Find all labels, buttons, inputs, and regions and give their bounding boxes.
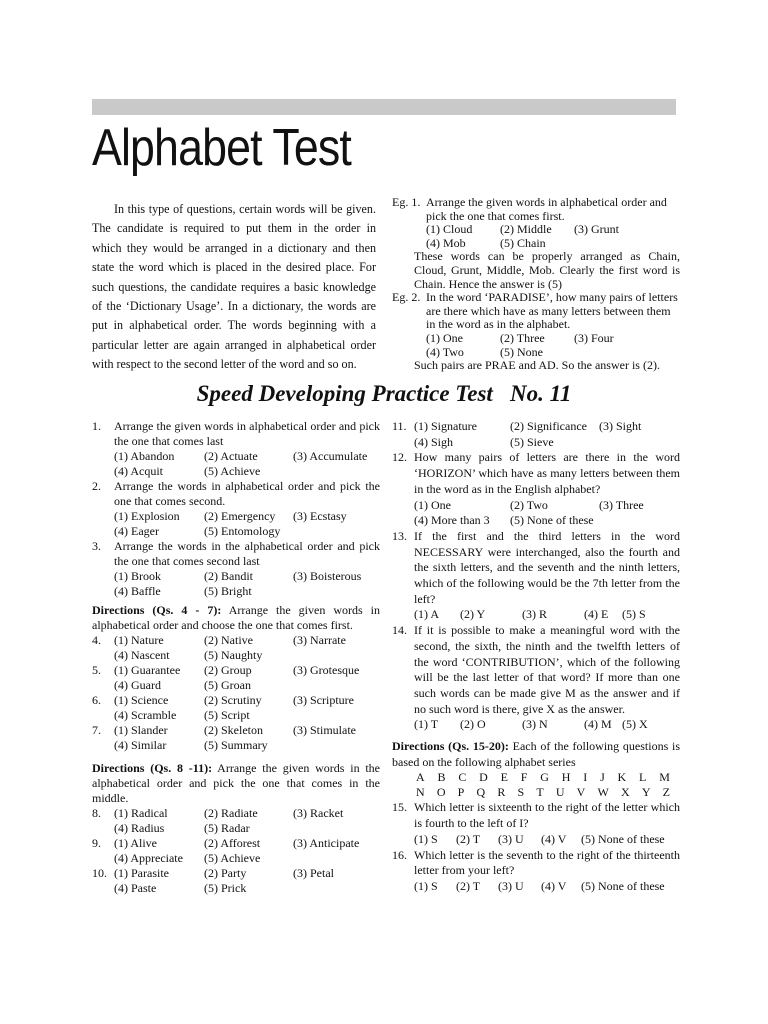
option: (3) Accumulate	[293, 449, 368, 463]
question-7	[92, 723, 380, 753]
option: (4) M	[584, 717, 612, 732]
question-number: 9.	[92, 836, 101, 850]
left-column	[92, 419, 380, 896]
alphabet-letter: F	[520, 770, 528, 785]
example-2-options-row2	[426, 346, 680, 360]
question-15	[392, 800, 680, 847]
option: (2) Skeleton	[204, 723, 263, 737]
alphabet-letter: Y	[641, 785, 651, 800]
alphabet-letter: M	[659, 770, 670, 785]
option: (1) Nature	[114, 633, 164, 647]
option: (5) Achieve	[204, 464, 261, 478]
directions-label: Directions (Qs. 4 - 7):	[92, 603, 222, 617]
option: (4) Two	[426, 344, 464, 359]
alphabet-letter: I	[583, 770, 588, 785]
question-text: Arrange the given words in alphabetical order and pick the one that comes last	[114, 419, 380, 448]
option: (1) One	[414, 497, 451, 512]
alphabet-letter: V	[576, 785, 586, 800]
option: (4) Scramble	[114, 708, 177, 722]
option: (5) Chain	[500, 235, 546, 250]
option: (2) Bandit	[204, 569, 253, 583]
directions-label: Directions (Qs. 15-20):	[392, 739, 509, 754]
alphabet-letter: X	[620, 785, 630, 800]
question-4	[92, 633, 380, 663]
alphabet-row-1	[392, 770, 680, 785]
example-2-question: In the word ‘PARADISE’, how many pairs of letters are there which have as many letters between them in the word as in the alphabet.	[426, 290, 678, 332]
examples-block	[392, 196, 680, 373]
directions-text: Arrange the given words in alphabetical order and choose the one that comes first.	[92, 603, 380, 632]
question-number: 4.	[92, 633, 101, 647]
option: (5) None	[500, 344, 543, 359]
option: (2) Afforest	[204, 836, 261, 850]
right-column	[392, 419, 680, 895]
directions-label: Directions (Qs. 8 -11):	[92, 761, 213, 775]
option: (5) Naughty	[204, 648, 263, 662]
option: (3) Boisterous	[293, 569, 362, 583]
question-8	[92, 806, 380, 836]
question-number: 2.	[92, 479, 101, 493]
alphabet-letter: P	[457, 785, 465, 800]
question-text: If it is possible to make a meaningful word with the second, the sixth, the ninth and the twelfth letters of the word ‘CONTRIBUTION’, which of the following will be the last letter of that word? If more than one such words can be made give M as the answer and if no such word is there, give X as the answer.	[414, 623, 680, 716]
option: (2) Native	[204, 633, 253, 647]
option: (3) R	[522, 607, 547, 622]
option: (1) One	[426, 330, 463, 345]
option: (2) T	[456, 831, 481, 846]
question-number: 10.	[92, 866, 107, 880]
question-number: 8.	[92, 806, 101, 820]
option: (3) Sight	[599, 419, 642, 433]
alphabet-letter: W	[597, 785, 609, 800]
option: (3) Four	[574, 330, 614, 345]
alphabet-row-2	[392, 785, 680, 800]
directions-text: Arrange the given words in the alphabetical order and pick the one that comes in the middle.	[92, 761, 380, 805]
example-1-options-row2	[426, 237, 680, 251]
example-1-explanation: These words can be properly arranged as Chain, Cloud, Grunt, Middle, Mob. Clearly the first word is Chain. Hence the answer is (5)	[414, 249, 680, 291]
question-number: 11.	[392, 419, 407, 433]
question-5	[92, 663, 380, 693]
alphabet-letter: Q	[476, 785, 486, 800]
directions-4-7	[92, 603, 380, 633]
example-1-question: Arrange the given words in alphabetical order and pick the one that comes first.	[426, 195, 667, 223]
option: (2) Middle	[500, 222, 552, 237]
option: (4) V	[541, 878, 567, 893]
option: (2) Emergency	[204, 509, 276, 523]
option: (5) None of these	[510, 513, 594, 528]
question-1	[92, 419, 380, 479]
option: (4) Sigh	[414, 434, 453, 449]
question-number: 16.	[392, 847, 407, 862]
option: (1) Cloud	[426, 222, 473, 237]
directions-15-20	[392, 739, 680, 770]
option: (3) Stimulate	[293, 723, 356, 737]
question-6	[92, 693, 380, 723]
option: (2) O	[460, 717, 486, 732]
question-number: 13.	[392, 528, 407, 543]
option: (1) Science	[114, 693, 169, 707]
option: (2) Significance	[510, 419, 587, 433]
question-10	[92, 866, 380, 896]
option: (1) Radical	[114, 806, 168, 820]
option: (3) U	[498, 878, 524, 893]
intro-text: In this type of questions, certain words will be given. The candidate is required to put them in the order in which they would be arranged in a dictionary and then state the word which is placed in the desired place. For such questions, the candidate requires a basic knowledge of the ‘Dictionary Usage’. In a dictionary, the words are put in alphabetical order. The words beginning with a particular letter are again arranged in alphabetical order with respect to the second letter of the word and so on.	[92, 202, 376, 372]
question-text: Which letter is sixteenth to the right of the letter which is fourth to the left of I?	[414, 800, 680, 831]
question-13	[392, 529, 680, 623]
option: (3) U	[498, 831, 524, 846]
example-2-explanation: Such pairs are PRAE and AD. So the answer is (2).	[414, 358, 660, 373]
option: (2) Three	[500, 330, 545, 345]
example-2-label: Eg. 2.	[392, 290, 421, 305]
option: (4) Acquit	[114, 464, 163, 478]
option: (3) Scripture	[293, 693, 354, 707]
option: (4) E	[584, 607, 609, 622]
question-2	[92, 479, 380, 539]
question-text: If the first and the third letters in the word NECESSARY were interchanged, also the fourth and the sixth letters, and the seventh and the ninth letters, which of the following would be the 7th letter from the left?	[414, 528, 680, 606]
question-number: 7.	[92, 723, 101, 737]
option: (2) Y	[460, 607, 486, 622]
option: (1) Parasite	[114, 866, 169, 880]
option: (4) Similar	[114, 738, 167, 752]
question-number: 14.	[392, 623, 407, 638]
option: (3) Grotesque	[293, 663, 360, 677]
option: (1) T	[414, 717, 439, 732]
alphabet-letter: G	[540, 770, 549, 785]
alphabet-letter: H	[561, 770, 571, 785]
option: (1) Explosion	[114, 509, 180, 523]
option: (4) V	[541, 831, 567, 846]
alphabet-letter: N	[416, 785, 425, 800]
option: (4) Eager	[114, 524, 159, 538]
option: (1) A	[414, 607, 439, 622]
option: (5) Groan	[204, 678, 251, 692]
option: (3) Grunt	[574, 222, 619, 237]
example-1	[392, 196, 680, 250]
option: (3) Racket	[293, 806, 344, 820]
question-text: Arrange the words in the alphabetical order and pick the one that comes second last	[114, 539, 380, 568]
option: (2) Party	[204, 866, 247, 880]
option: (1) Guarantee	[114, 663, 181, 677]
alphabet-letter: R	[497, 785, 506, 800]
option: (5) Prick	[204, 881, 247, 895]
option: (2) Radiate	[204, 806, 258, 820]
option: (4) Appreciate	[114, 851, 183, 865]
alphabet-letter: J	[600, 770, 605, 785]
option: (4) More than 3	[414, 513, 490, 528]
question-16	[392, 848, 680, 895]
alphabet-letter: S	[517, 785, 525, 800]
alphabet-letter: E	[500, 770, 508, 785]
question-number: 6.	[92, 693, 101, 707]
option: (3) Three	[599, 497, 644, 512]
question-3	[92, 539, 380, 599]
section-subtitle: Speed Developing Practice Test No. 11	[196, 381, 572, 406]
option: (3) Anticipate	[293, 836, 360, 850]
option: (5) X	[622, 717, 648, 732]
option: (5) Bright	[204, 584, 252, 598]
example-1-options-row1	[426, 223, 680, 237]
option: (1) S	[414, 878, 438, 893]
option: (3) Narrate	[293, 633, 346, 647]
example-1-label: Eg. 1.	[392, 195, 421, 209]
question-number: 12.	[392, 450, 407, 465]
question-11	[392, 419, 680, 450]
option: (2) Actuate	[204, 449, 258, 463]
question-9	[92, 836, 380, 866]
option: (4) Baffle	[114, 584, 161, 598]
option: (1) Brook	[114, 569, 161, 583]
option: (5) None of these	[581, 878, 665, 893]
question-12	[392, 450, 680, 529]
question-number: 15.	[392, 800, 407, 815]
alphabet-letter: C	[458, 770, 467, 785]
option: (2) Two	[510, 497, 548, 512]
option: (5) Radar	[204, 821, 250, 835]
alphabet-letter: L	[639, 770, 647, 785]
option: (5) Entomology	[204, 524, 281, 538]
option: (5) S	[622, 607, 646, 622]
alphabet-letter: O	[436, 785, 446, 800]
option: (1) Alive	[114, 836, 157, 850]
question-text: How many pairs of letters are there in the word ‘HORIZON’ which have as many letters between them in the word as in the English alphabet?	[414, 450, 680, 496]
question-14	[392, 623, 680, 733]
alphabet-letter: B	[437, 770, 446, 785]
header-bar	[92, 99, 676, 115]
intro-paragraph	[92, 200, 376, 375]
page-title: Alphabet Test	[92, 119, 352, 177]
question-number: 1.	[92, 419, 101, 433]
alphabet-letter: D	[479, 770, 488, 785]
option: (3) Ecstasy	[293, 509, 347, 523]
alphabet-letter: Z	[662, 785, 670, 800]
option: (2) Scrutiny	[204, 693, 262, 707]
option: (1) S	[414, 831, 438, 846]
option: (5) None of these	[581, 831, 665, 846]
question-text: Arrange the words in alphabetical order and pick the one that comes second.	[114, 479, 380, 508]
alphabet-letter: K	[617, 770, 627, 785]
example-2-options-row1	[426, 332, 680, 346]
directions-8-11	[92, 761, 380, 806]
alphabet-letter: T	[536, 785, 544, 800]
option: (4) Guard	[114, 678, 161, 692]
option: (4) Nascent	[114, 648, 170, 662]
option: (1) Slander	[114, 723, 168, 737]
option: (5) Script	[204, 708, 250, 722]
option: (4) Paste	[114, 881, 157, 895]
option: (1) Abandon	[114, 449, 175, 463]
question-text: Which letter is the seventh to the right of the thirteenth letter from your left?	[414, 847, 680, 878]
option: (2) Group	[204, 663, 252, 677]
option: (4) Mob	[426, 235, 466, 250]
option: (1) Signature	[414, 419, 477, 433]
option: (5) Sieve	[510, 434, 554, 449]
option: (2) T	[456, 878, 481, 893]
option: (5) Achieve	[204, 851, 261, 865]
alphabet-letter: A	[416, 770, 425, 785]
question-number: 3.	[92, 539, 101, 553]
directions-text: Each of the following questions is based on the following alphabet series	[392, 739, 680, 769]
alphabet-letter: U	[555, 785, 565, 800]
option: (3) N	[522, 717, 548, 732]
example-2	[392, 291, 680, 359]
option: (4) Radius	[114, 821, 165, 835]
option: (3) Petal	[293, 866, 334, 880]
option: (5) Summary	[204, 738, 268, 752]
question-number: 5.	[92, 663, 101, 677]
